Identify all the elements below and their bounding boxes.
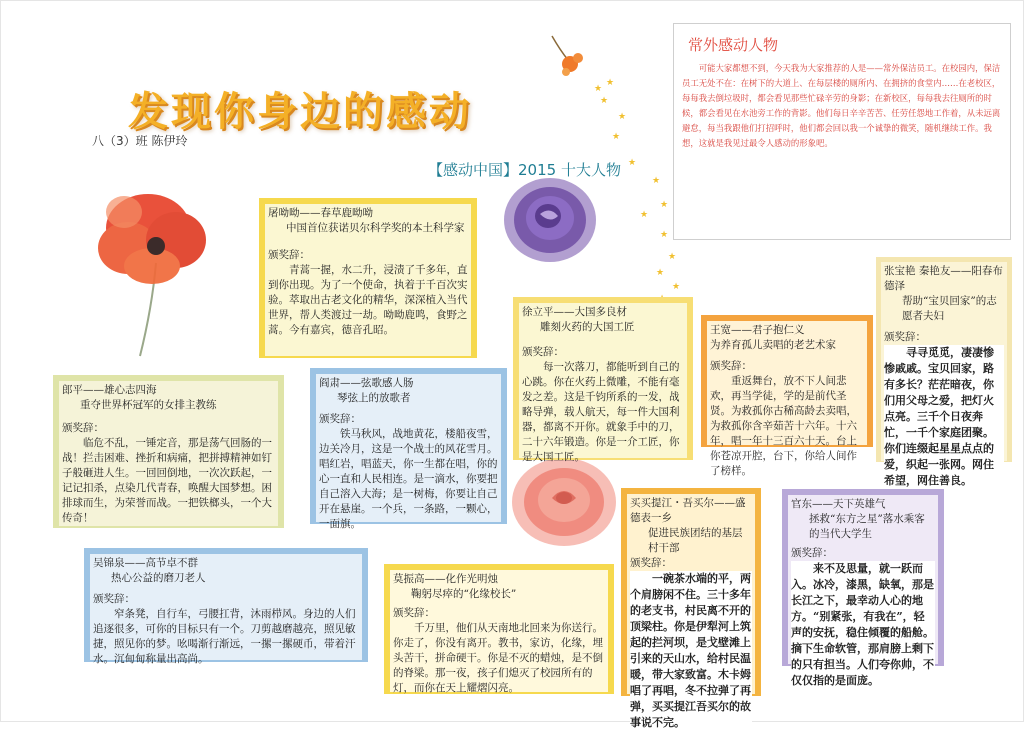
star-icon: ★ <box>660 230 669 240</box>
card-zhang-baoyan <box>876 257 1012 487</box>
citation-text: 临危不乱，一锤定音，那是荡气回肠的一战！拦击困难、挫折和病痛，把拼搏精神如钉子般砸进人生。一回回倒地，一次次跃起，一记记扣杀，点染几代青春，唤醒大国梦想。困排球而生，为荣誉而战。一把铁榔头，一个大传奇！ <box>62 437 272 524</box>
person-name: 郎平——雄心志四海 <box>62 384 157 396</box>
person-role: 中国首位获诺贝尔科学奖的本土科学家 <box>286 222 465 234</box>
citation-label: 颁奖辞： <box>791 547 833 559</box>
person-name: 吴锦泉——高节卓不群 <box>93 557 198 569</box>
card-wang-kuan <box>701 315 873 477</box>
person-role: 帮助“宝贝回家”的志愿者夫妇 <box>902 295 997 322</box>
citation-label: 颁奖辞： <box>268 249 310 261</box>
citation-label: 颁奖辞： <box>93 593 135 605</box>
citation-label: 颁奖辞： <box>884 331 926 343</box>
section-subtitle: 【感动中国】2015 十大人物 <box>428 161 621 179</box>
person-role: 为养育孤儿卖唱的老艺术家 <box>710 339 836 351</box>
person-name: 买买提江・吾买尔——盛德表一乡 <box>630 497 746 524</box>
person-role: 热心公益的磨刀老人 <box>111 572 206 584</box>
orange-flower-sprig-image <box>548 34 588 80</box>
person-name: 官东——天下英雄气 <box>791 498 886 510</box>
star-icon: ★ <box>640 210 649 220</box>
person-role: 拯救“东方之星”落水乘客的当代大学生 <box>809 513 925 540</box>
person-role: 雕刻火药的大国工匠 <box>540 321 635 333</box>
person-name: 莫振高——化作光明烛 <box>393 573 498 585</box>
star-icon: ★ <box>618 112 627 122</box>
star-icon: ★ <box>660 200 669 210</box>
person-name: 屠呦呦——春草鹿呦呦 <box>268 207 373 219</box>
citation-text: 来不及思量，就一跃而入。冰冷，漆黑，缺氧，那是长江之下，最幸动人心的地方。“别紧张，有我在”，轻声的安抚，稳住倾覆的船舱。摘下生命软管，那肩膀上剩下的只有担当。人们夸你帅，不仅仅指的是面庞。 <box>791 562 934 687</box>
purple-rose-image <box>500 170 600 266</box>
star-icon: ★ <box>600 96 609 106</box>
star-icon: ★ <box>672 282 681 292</box>
citation-label: 颁奖辞： <box>62 422 104 434</box>
card-maimaitijiang <box>621 488 761 729</box>
card-school-cleaners <box>673 23 1011 240</box>
citation-label: 颁奖辞： <box>630 557 672 569</box>
star-icon: ★ <box>652 176 661 186</box>
card-yan-su <box>310 368 507 530</box>
cleaner-section-text: 可能大家都想不到，今天我为大家推荐的人是——常外保洁员工。在校园内，保洁员工无处不在：在树下的大道上、在每层楼的厕所内、在拥挤的食堂内……在老校区，每每我去倒垃圾时，都会看见那些忙碌辛劳的身影；在新校区，每每我去往厕所的时候，都会看见在水池旁工作的背影。他们每日辛辛苦苦、任劳任怨地工作着，从未远离避怠，每当我跟他们打招呼时，他们都会回以我一个诚挚的微笑，随机继续工作。我想，这就是我见过最令人感动的形象吧。 <box>682 63 1001 148</box>
person-name: 王宽——君子抱仁义 <box>710 324 805 336</box>
star-icon: ★ <box>594 84 603 94</box>
page-title: 发现你身边的感动 <box>128 89 472 135</box>
star-icon: ★ <box>656 268 665 278</box>
star-icon: ★ <box>628 158 637 168</box>
card-guan-dong <box>782 489 944 687</box>
card-mo-zhengao <box>384 564 614 694</box>
card-wu-jinquan <box>84 548 368 665</box>
cleaner-section-title: 常外感动人物 <box>688 36 779 54</box>
star-icon: ★ <box>606 78 615 88</box>
citation-label: 颁奖辞： <box>710 360 752 372</box>
citation-text: 一碗茶水端的平，两个肩膀闲不住。三十多年的老支书，村民离不开的顶梁柱。你是伊犁河上筑起的拦河坝，是戈壁滩上引来的天山水，给村民温暖，带大家致富。木卡姆唱了再唱，冬不拉弹了再弹，买买提江吾买尔的故事说不完。 <box>630 572 751 729</box>
person-name: 阎肃——弦歌感人肠 <box>319 377 414 389</box>
card-tu-youyou <box>259 198 477 358</box>
pink-rose-image <box>508 452 620 552</box>
card-lang-ping <box>53 375 284 528</box>
star-icon: ★ <box>612 132 621 142</box>
card-xu-liping <box>513 297 693 463</box>
person-role: 鞠躬尽瘁的“化缘校长” <box>411 588 517 600</box>
class-author: 八（3）班 陈伊玲 <box>92 134 188 148</box>
person-role: 促进民族团结的基层村干部 <box>648 527 743 554</box>
person-role: 重夺世界杯冠军的女排主教练 <box>80 399 217 411</box>
person-role: 琴弦上的放歌者 <box>337 392 411 404</box>
citation-text: 铁马秋风，战地黄花，楼船夜雪，边关冷月，这是一个战士的风花雪月。唱红岩，唱蓝天，你一生都在唱，你的心一直和人民相连。是一滴水，你要把自己溶入大海；是一树梅，你要让自己开在悬崖。一个兵，一条路，一颗心，一面旗。 <box>319 428 498 530</box>
person-name: 徐立平——大国多良材 <box>522 306 627 318</box>
citation-label: 颁奖辞： <box>319 413 361 425</box>
citation-text: 青蒿一握，水二升，浸渍了千多年，直到你出现。为了一个使命，执着于千百次实验。萃取出古老文化的精华，深深植入当代世界，帮人类渡过一劫。呦呦鹿鸣，食野之蒿。今有嘉宾，德音孔昭。 <box>268 264 468 336</box>
citation-text: 每一次落刀，都能听到自己的心跳。你在火药上微雕，不能有毫发之差。这是千钧所系的一发，战略导弹，载人航天，每一件大国利器，都离不开你。就象手中的刀，二十六年锻造。你是一介工匠，你是大国工匠。 <box>522 361 680 463</box>
star-icon: ★ <box>668 252 677 262</box>
citation-text: 寻寻觅觅，凄凄惨惨戚戚。宝贝回家，路有多长？茫茫暗夜，你们用父母之爱，把灯火点亮。三千个日夜奔忙，一千个家庭团聚。你们连缀起星星点点的爱，织起一张网。网住希望，网住善良。 <box>884 346 994 487</box>
citation-text: 重返舞台，放不下人间悲欢，再当学徒，学的是前代圣贤。为救孤你古稀高龄去卖唱，为救孤你含辛茹苦十六年。十六年，唱一年十三百六十天。台上你苍凉开腔，台下，你给人间作了榜样。 <box>710 375 857 477</box>
citation-label: 颁奖辞： <box>522 346 564 358</box>
person-name: 张宝艳 秦艳友——阳春布德泽 <box>884 265 1003 292</box>
red-poppy-image <box>88 168 218 358</box>
citation-label: 颁奖辞： <box>393 607 435 619</box>
citation-text: 千万里，他们从天南地北回来为你送行。你走了，你没有离开。教书，家访，化缘，埋头苦干，拼命硬干。你是不灭的蜡烛，是不倒的脊梁。那一夜，孩子们熄灭了校园所有的灯，而你在天上耀熠闪亮。 <box>393 622 603 694</box>
citation-text: 窄条凳，自行车，弓腰扛背，沐雨栉风。身边的人们追逐很多，可你的目标只有一个。刀剪越磨越亮，照见敏捷，照见你的梦。吆喝渐行渐远，一摞一摞硬币，带着汗水。沉甸甸称量出高尚。 <box>93 608 356 665</box>
